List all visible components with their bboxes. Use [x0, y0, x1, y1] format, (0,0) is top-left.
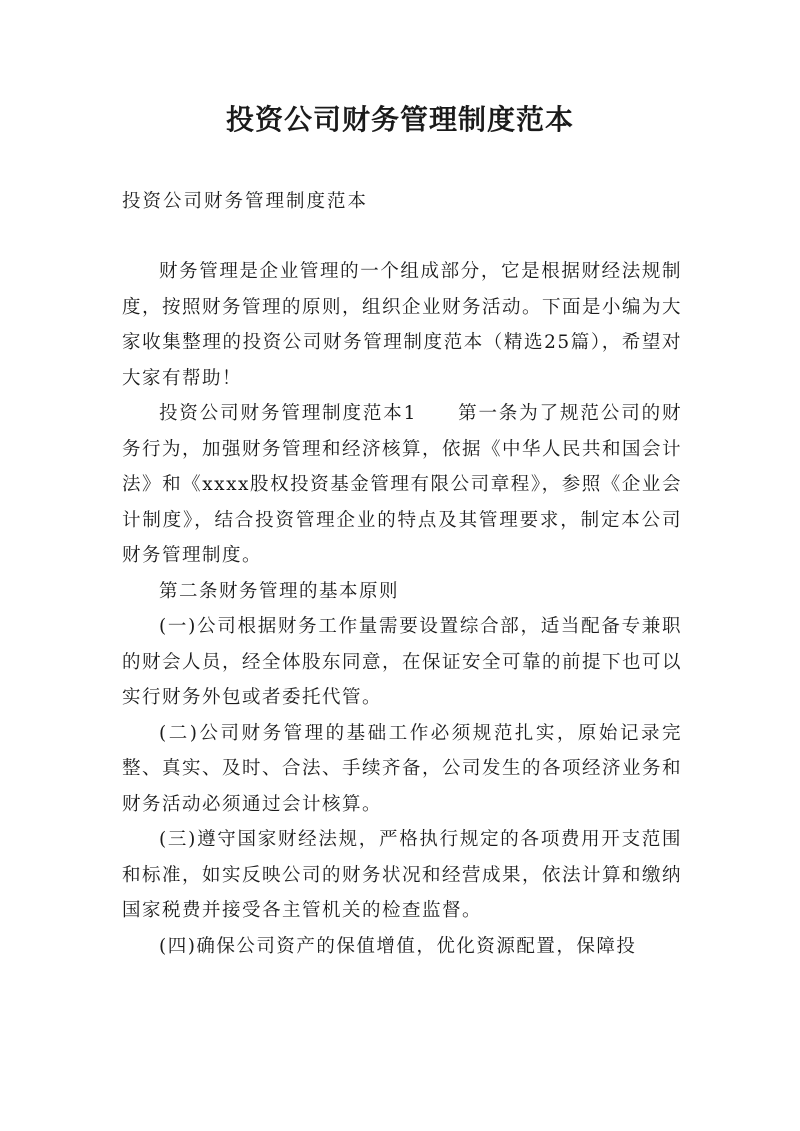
paragraph-article-1: 投资公司财务管理制度范本1 第一条为了规范公司的财务行为，加强财务管理和经济核算，依据《中华人民共和国会计法》和《xxxx股权投资基金管理有限公司章程》，参照《企业会计制度》，结合投资管理企业的特点及其管理要求，制定本公司财务管理制度。: [122, 403, 683, 566]
document-title: 投资公司财务管理制度范本: [225, 103, 574, 136]
paragraph-intro: 财务管理是企业管理的一个组成部分，它是根据财经法规制度，按照财务管理的原则，组织企业财务活动。下面是小编为大家收集整理的投资公司财务管理制度范本（精选25篇），希望对大家有帮助！: [122, 261, 683, 389]
document-body: [122, 254, 682, 964]
document-subtitle: 投资公司财务管理制度范本: [122, 191, 369, 212]
paragraph-principle-2: (二)公司财务管理的基础工作必须规范扎实，原始记录完整、真实、及时、合法、手续齐备，公司发生的各项经济业务和财务活动必须通过会计核算。: [122, 722, 683, 815]
paragraph-principle-1: (一)公司根据财务工作量需要设置综合部，适当配备专兼职的财会人员，经全体股东同意，在保证安全可靠的前提下也可以实行财务外包或者委托代管。: [122, 616, 683, 708]
paragraph-principle-4: (四)确保公司资产的保值增值，优化资源配置，保障投: [159, 935, 637, 957]
paragraph-principle-3: (三)遵守国家财经法规，严格执行规定的各项费用开支范围和标准，如实反映公司的财务状况和经营成果，依法计算和缴纳国家税费并接受各主管机关的检查监督。: [122, 829, 683, 921]
paragraph-article-2-heading: 第二条财务管理的基本原则: [159, 580, 400, 602]
